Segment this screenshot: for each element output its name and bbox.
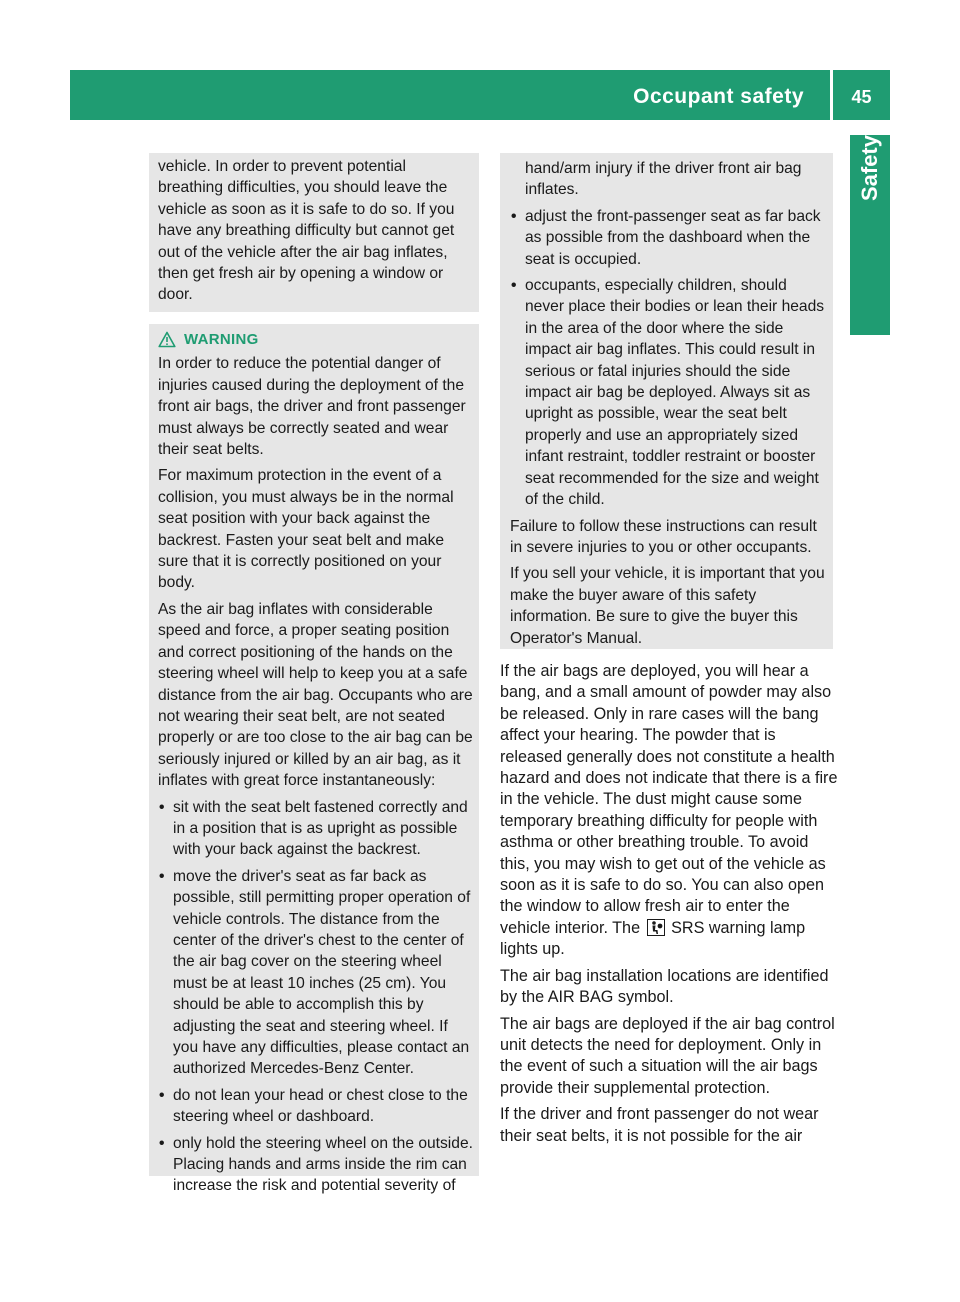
warning-paragraph: For maximum protection in the event of a collision, you must always be in the normal seat position with your back against the backrest. Fasten your seat belt and make sure that it is correctly positioned on your body. xyxy=(158,467,454,592)
warning-list xyxy=(158,797,473,1197)
side-tab-label: Safety xyxy=(857,135,882,202)
list-item: • do not lean your head or chest close to the steering wheel or dashboard. xyxy=(159,1086,468,1126)
info-box-text: vehicle. In order to prevent potential breathing difficulties, you should leave the vehicle as soon as it is safe to do so. If you have any breathing difficulty but cannot get out of the vehicle after the air bag inflates, then get fresh air by opening a window or door. xyxy=(158,158,455,304)
list-item-continuation: hand/arm injury if the driver front air bag inflates. xyxy=(525,160,802,199)
body-paragraph: If the driver and front passenger do not wear their seat belts, it is not possible for the air xyxy=(500,1105,819,1145)
body-paragraph: If the air bags are deployed, you will hear a bang, and a small amount of powder may also be released. Only in rare cases will the bang affect your hearing. The powder that is released generally does not constitute a health hazard and does not indicate that there is a fire in the vehicle. The dust might cause some temporary breathing difficulty for people with asthma or other breathing trouble. To avoid this, you may wish to get out of the vehicle as soon as it is safe to do so. You can also open the window to allow fresh air to enter the vehicle interior. The SRS warning lamp lights up. xyxy=(500,662,838,959)
info-box-continuation xyxy=(149,153,479,312)
list-item: • only hold the steering wheel on the outside. Placing hands and arms inside the rim can increase the risk and potential severity of xyxy=(159,1134,473,1195)
list-item: • move the driver's seat as far back as possible, still permitting proper operation of vehicle controls. The distance from the center of the driver's chest to the center of the air bag cover on the steering wheel must be at least 10 inches (25 cm). You should be able to accomplish this by adjusting the seat and steering wheel. If you have any difficulties, please contact an authorized Mercedes-Benz Center. xyxy=(159,867,471,1078)
warning-paragraph: As the air bag inflates with considerable speed and force, a proper seating position and correct positioning of the hands on the steering wheel will help to keep you at a safe distance from the air bag. Occupants who are not wearing their seat belt, are not seated properly or are too close to the air bag can be seriously injured or killed by an air bag, as it inflates with great force instantaneously: xyxy=(158,600,473,790)
list-item: • sit with the seat belt fastened correctly and in a position that is as upright as possible with your back against the backrest. xyxy=(159,798,468,859)
warning-paragraph: If you sell your vehicle, it is important that you make the buyer aware of this safety information. Be sure to give the buyer this Operator's Manual. xyxy=(510,565,825,647)
warning-paragraph: Failure to follow these instructions can result in severe injuries to you or other occupants. xyxy=(510,517,817,556)
body-text xyxy=(500,661,840,1152)
warning-box-continuation xyxy=(500,153,833,649)
body-paragraph: The air bag installation locations are identified by the AIR BAG symbol. xyxy=(500,966,829,1007)
warning-heading-text: WARNING xyxy=(184,331,259,348)
list-item: • occupants, especially children, should never place their bodies or lean their heads in the area of the door where the side impact air bag inflates. This could result in serious or fatal injuries should the side impact air bag be deployed. Always sit as upright as possible, wear the seat belt properly and use an appropriately sized infant restraint, toddler restraint or booster seat recommended for the size and weight of the child. xyxy=(511,277,825,509)
section-title: Occupant safety xyxy=(633,85,804,108)
page-header xyxy=(70,70,890,120)
list-item: • adjust the front-passenger seat as far back as possible from the dashboard when the seat is occupied. xyxy=(511,207,821,268)
body-paragraph: The air bags are deployed if the air bag control unit detects the need for deployment. Only in the event of such a situation will the air bags provide their supplemental protection. xyxy=(500,1014,835,1097)
srs-airbag-icon xyxy=(647,919,665,936)
warning-box xyxy=(149,324,479,1195)
page-number: 45 xyxy=(851,87,872,107)
side-tab xyxy=(850,135,890,335)
warning-list xyxy=(510,206,828,511)
warning-heading xyxy=(158,329,473,350)
warning-paragraph: In order to reduce the potential danger of injuries caused during the deployment of the front air bags, the driver and front passenger must always be correctly seated and wear their seat belts. xyxy=(158,355,466,459)
warning-triangle-icon xyxy=(158,331,176,348)
